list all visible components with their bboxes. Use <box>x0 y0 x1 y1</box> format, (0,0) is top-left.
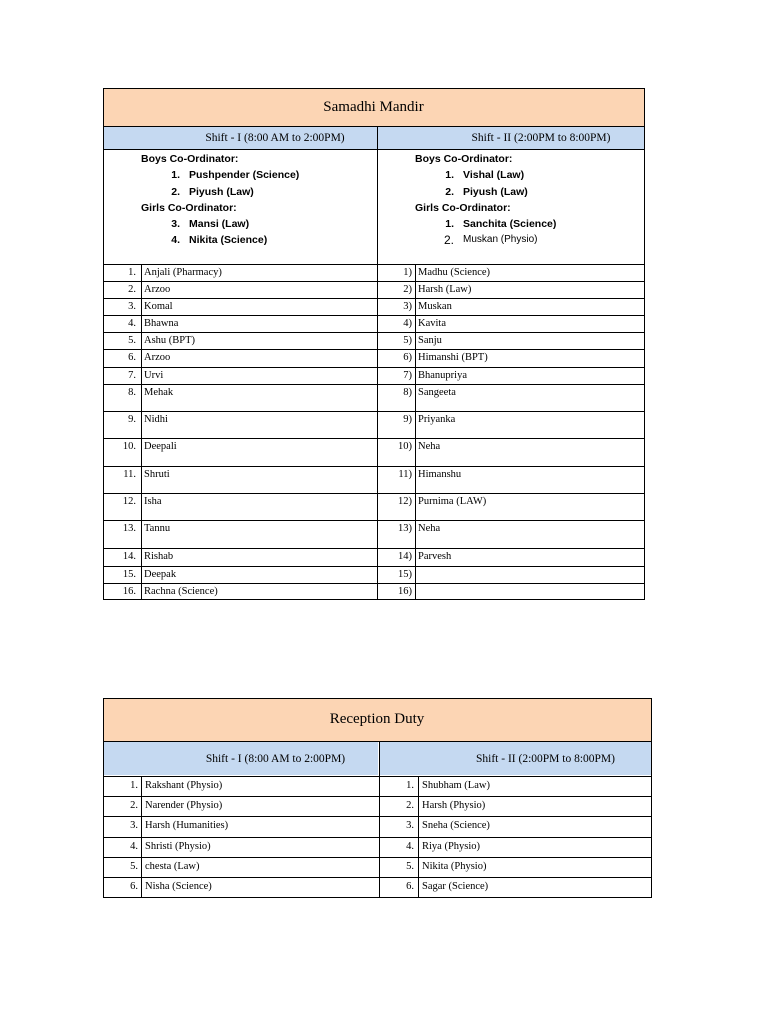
column-divider <box>651 698 652 898</box>
row-number: 6. <box>406 881 414 892</box>
row-number: 2. <box>130 800 138 811</box>
samadhi-shift1-label: Shift - I (8:00 AM to 2:00PM) <box>205 132 345 144</box>
coordinator-item: 1. Pushpender (Science) <box>171 169 300 182</box>
shift1-name: Komal <box>144 301 173 312</box>
row-number: 12. <box>122 496 136 507</box>
shift1-name: Narender (Physio) <box>145 800 223 811</box>
column-divider <box>379 741 380 898</box>
shift2-name: Riya (Physio) <box>422 841 481 852</box>
row-divider <box>103 367 645 368</box>
column-divider <box>377 126 378 600</box>
samadhi-coord-shift2 <box>415 151 556 249</box>
shift1-name: Harsh (Humanities) <box>145 820 229 831</box>
shift2-name: Sangeeta <box>418 387 456 398</box>
row-divider <box>103 438 645 439</box>
row-number: 6. <box>128 352 136 363</box>
reception-shift2-label: Shift - II (2:00PM to 8:00PM) <box>476 752 615 765</box>
row-number: 7. <box>128 370 136 381</box>
coordinator-item: 1. Vishal (Law) <box>445 169 525 182</box>
row-number: 1) <box>403 267 412 278</box>
girls-coordinator-heading: Girls Co-Ordinator: <box>141 201 237 214</box>
row-divider <box>103 264 645 265</box>
row-divider <box>103 583 645 584</box>
column-divider <box>141 776 142 898</box>
row-number: 8) <box>403 387 412 398</box>
row-number: 9. <box>128 414 136 425</box>
row-number: 3. <box>128 301 136 312</box>
column-divider <box>103 698 104 898</box>
shift2-name: Madhu (Science) <box>418 267 491 278</box>
shift2-name: Harsh (Physio) <box>422 800 486 811</box>
shift2-name: Sanju <box>418 335 442 346</box>
row-divider <box>103 149 645 150</box>
shift2-name: Sneha (Science) <box>422 820 490 831</box>
shift2-name: Bhanupriya <box>418 370 467 381</box>
row-divider <box>103 897 652 898</box>
coordinator-item: 4. Nikita (Science) <box>171 234 268 247</box>
row-number: 3) <box>403 301 412 312</box>
row-number: 7) <box>403 370 412 381</box>
shift1-name: Deepali <box>144 441 177 452</box>
row-divider <box>103 298 645 299</box>
row-divider <box>103 599 645 600</box>
row-number: 15) <box>398 569 412 580</box>
row-number: 1. <box>130 780 138 791</box>
shift1-name: Anjali (Pharmacy) <box>144 267 222 278</box>
column-divider <box>415 264 416 600</box>
shift1-name: chesta (Law) <box>145 861 200 872</box>
row-divider <box>103 837 652 838</box>
boys-coordinator-heading: Boys Co-Ordinator: <box>141 153 239 165</box>
row-number: 11. <box>123 469 136 480</box>
row-number: 2. <box>406 800 414 811</box>
row-number: 5. <box>130 861 138 872</box>
row-number: 14. <box>122 551 136 562</box>
row-number: 1. <box>406 780 414 791</box>
row-divider <box>103 796 652 797</box>
coordinator-item: 2. Muskan (Physio) <box>443 233 538 248</box>
row-divider <box>103 466 645 467</box>
samadhi-shift1-header <box>103 127 377 149</box>
column-divider <box>644 88 645 600</box>
column-divider <box>418 776 419 898</box>
row-number: 10. <box>122 441 136 452</box>
shift2-name: Kavita <box>418 318 446 329</box>
row-number: 3. <box>130 820 138 831</box>
shift2-name: Neha <box>418 523 441 534</box>
row-divider <box>103 349 645 350</box>
shift1-name: Mehak <box>144 387 174 398</box>
row-number: 13) <box>398 523 412 534</box>
row-divider <box>103 776 652 777</box>
row-divider <box>103 126 645 127</box>
shift2-name: Harsh (Law) <box>418 284 472 295</box>
row-divider <box>103 520 645 521</box>
shift2-name: Sagar (Science) <box>422 881 489 892</box>
coordinator-item: 3. Mansi (Law) <box>171 218 250 231</box>
shift2-name: Nikita (Physio) <box>422 861 487 872</box>
row-number: 9) <box>403 414 412 425</box>
shift2-name: Himanshu <box>418 469 462 480</box>
coordinator-item: 2. Piyush (Law) <box>445 185 528 198</box>
samadhi-shift2-label: Shift - II (2:00PM to 8:00PM) <box>471 132 611 144</box>
row-number: 4) <box>403 318 412 329</box>
row-number: 12) <box>398 496 412 507</box>
shift1-name: Isha <box>144 496 162 507</box>
row-divider <box>103 384 645 385</box>
girls-coordinator-heading: Girls Co-Ordinator: <box>415 201 511 214</box>
row-number: 16) <box>398 586 412 597</box>
shift1-name: Nisha (Science) <box>145 881 212 892</box>
shift1-name: Rachna (Science) <box>144 586 218 597</box>
row-number: 2. <box>128 284 136 295</box>
shift1-name: Deepak <box>144 569 177 580</box>
shift2-name: Priyanka <box>418 414 456 425</box>
shift2-name: Parvesh <box>418 551 452 562</box>
shift1-name: Rakshant (Physio) <box>145 780 223 791</box>
shift1-name: Bhawna <box>144 318 179 329</box>
row-number: 16. <box>122 586 136 597</box>
row-number: 14) <box>398 551 412 562</box>
row-divider <box>103 566 645 567</box>
shift1-name: Arzoo <box>144 284 171 295</box>
coordinator-item: 2. Piyush (Law) <box>171 185 254 198</box>
row-number: 2) <box>403 284 412 295</box>
samadhi-coord-shift1 <box>141 151 299 249</box>
row-divider <box>103 88 645 89</box>
samadhi-title <box>103 88 644 126</box>
row-number: 6. <box>130 881 138 892</box>
row-number: 15. <box>122 569 136 580</box>
boys-coordinator-heading: Boys Co-Ordinator: <box>415 153 513 165</box>
row-number: 1. <box>128 267 136 278</box>
coordinator-item: 1. Sanchita (Science) <box>445 218 557 231</box>
shift2-name: Purnima (LAW) <box>418 496 487 507</box>
row-number: 4. <box>406 841 414 852</box>
samadhi-shift2-header <box>378 127 644 149</box>
row-divider <box>103 698 652 699</box>
row-number: 3. <box>406 820 414 831</box>
shift1-name: Shruti <box>144 469 170 480</box>
row-divider <box>103 816 652 817</box>
row-divider <box>103 877 652 878</box>
row-number: 6) <box>403 352 412 363</box>
shift1-name: Nidhi <box>144 414 168 425</box>
shift1-name: Tannu <box>144 523 171 534</box>
shift2-name: Shubham (Law) <box>422 780 490 791</box>
row-divider <box>103 857 652 858</box>
reception-title <box>103 698 651 741</box>
column-divider <box>103 88 104 600</box>
row-number: 5. <box>128 335 136 346</box>
shift1-name: Arzoo <box>144 352 171 363</box>
shift2-name: Himanshi (BPT) <box>418 352 488 363</box>
row-divider <box>103 315 645 316</box>
row-number: 13. <box>122 523 136 534</box>
row-divider <box>103 493 645 494</box>
row-divider <box>103 411 645 412</box>
samadhi-title-text: Samadhi Mandir <box>323 98 424 115</box>
column-divider <box>141 264 142 600</box>
reception-shift1-label: Shift - I (8:00 AM to 2:00PM) <box>205 752 346 765</box>
row-divider <box>103 332 645 333</box>
row-divider <box>103 548 645 549</box>
reception-shift2-header <box>380 742 651 775</box>
shift1-name: Shristi (Physio) <box>145 841 211 852</box>
row-number: 8. <box>128 387 136 398</box>
reception-shift1-header <box>103 742 378 775</box>
shift1-name: Rishab <box>144 551 174 562</box>
row-number: 4. <box>128 318 136 329</box>
reception-title-text: Reception Duty <box>329 711 425 727</box>
row-number: 11) <box>398 469 412 480</box>
row-number: 5) <box>403 335 412 346</box>
row-number: 5. <box>406 861 414 872</box>
row-number: 10) <box>398 441 412 452</box>
shift2-name: Neha <box>418 441 441 452</box>
row-divider <box>103 741 652 742</box>
shift1-name: Urvi <box>144 370 164 381</box>
shift2-name: Muskan <box>418 301 452 312</box>
row-number: 4. <box>130 841 138 852</box>
shift1-name: Ashu (BPT) <box>144 335 196 346</box>
row-divider <box>103 281 645 282</box>
